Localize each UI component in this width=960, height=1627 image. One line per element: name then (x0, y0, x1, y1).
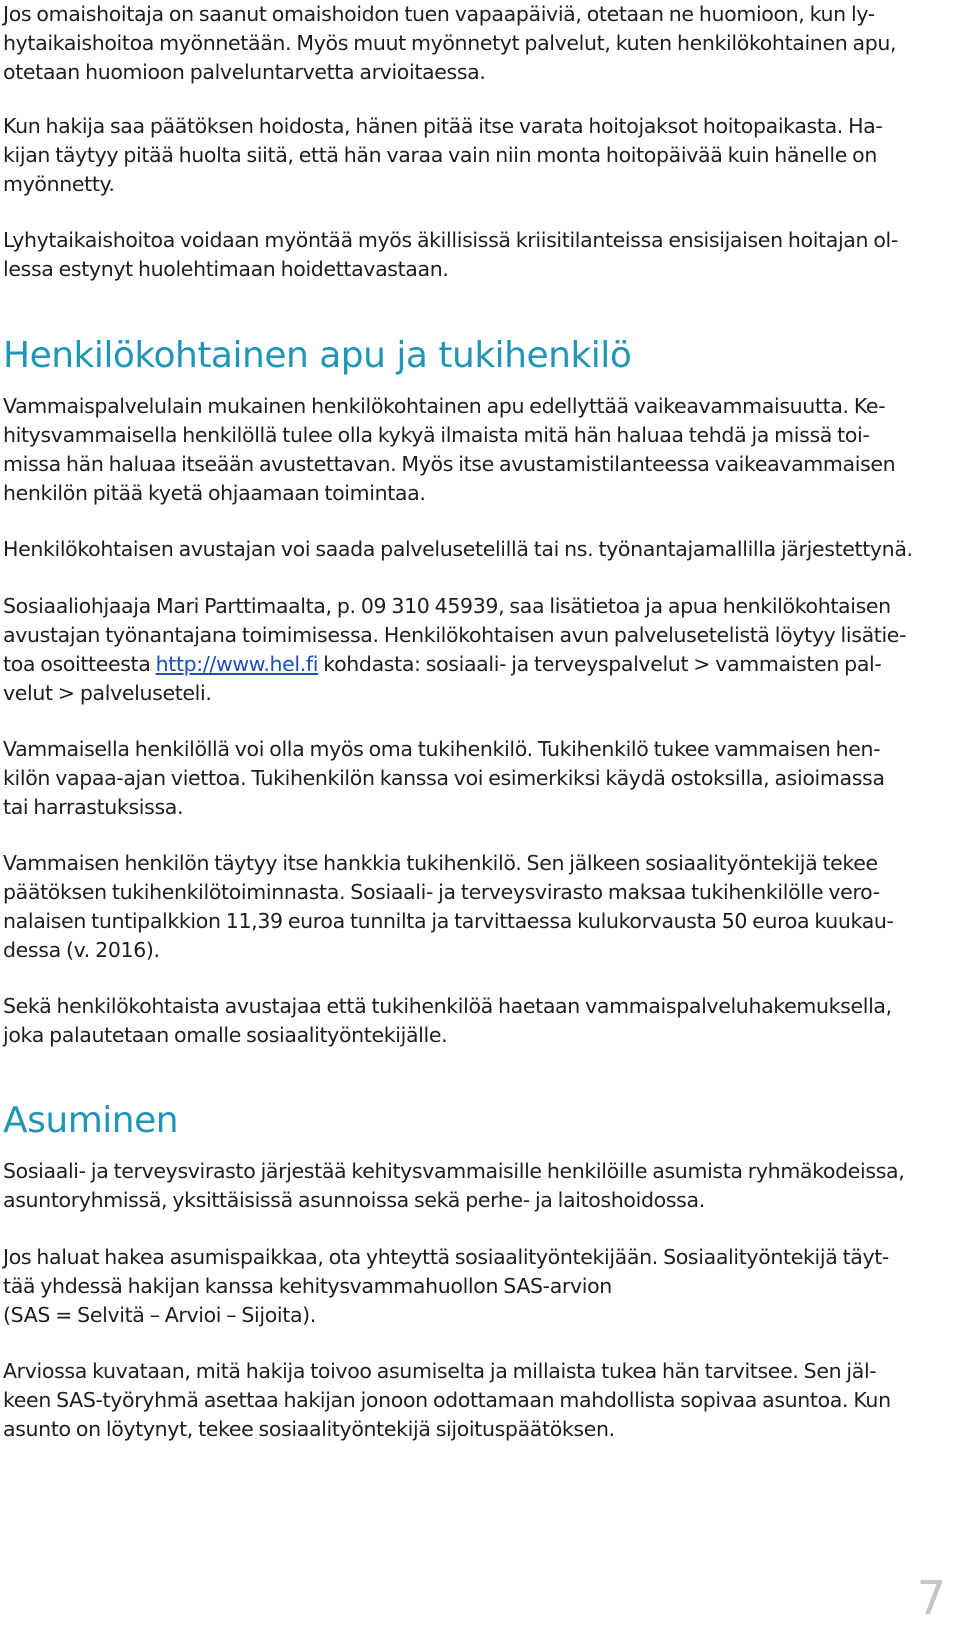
text-line: henkilön pitää kyetä ohjaamaan toimintaa. (3, 481, 426, 505)
section-heading-personal-assistance (3, 336, 951, 376)
text-line: otetaan huomioon palveluntarvetta arvioitaessa. (3, 60, 486, 84)
hel-fi-link[interactable]: http://www.hel.fi (155, 652, 319, 676)
text-line: Vammaisen henkilön täytyy itse hankkia tukihenkilö. Sen jälkeen sosiaalityöntekijä tekee (3, 851, 878, 875)
text-line: nalaisen tuntipalkkion 11,39 euroa tunnilta ja tarvittaessa kulukorvausta 50 euroa kuukau- (3, 909, 894, 933)
paragraph-support-person-fee (3, 849, 951, 965)
text-line: Arviossa kuvataan, mitä hakija toivoo asumiselta ja millaista tukea hän tarvitsee. Sen jäl- (3, 1359, 877, 1383)
text-line: hytaikaishoitoa myönnetään. Myös muut myönnetyt palvelut, kuten henkilökohtainen apu, (3, 31, 897, 55)
paragraph-assistant-models (3, 535, 951, 564)
text-line: Jos omaishoitaja on saanut omaishoidon tuen vapaapäiviä, otetaan ne huomioon, kun ly- (3, 2, 875, 26)
text-line: kijan täytyy pitää huolta siitä, että hän varaa vain niin monta hoitopäivää kuin hänelle on (3, 143, 877, 167)
text-line: (SAS = Selvitä – Arvioi – Sijoita). (3, 1303, 316, 1327)
text-fragment: kohdasta: sosiaali- ja terveyspalvelut > vammaisten pal- (318, 652, 882, 676)
paragraph-housing-options (3, 1157, 951, 1215)
text-line: lessa estynyt huolehtimaan hoidettavastaan. (3, 257, 449, 281)
text-line: päätöksen tukihenkilötoiminnasta. Sosiaali- ja terveysvirasto maksaa tukihenkilölle vero- (3, 880, 880, 904)
text-line: kilön vapaa-ajan viettoa. Tukihenkilön kanssa voi esimerkiksi käydä ostoksilla, asioimassa (3, 766, 885, 790)
page-number: 7 (916, 1571, 946, 1625)
text-line: Vammaisella henkilöllä voi olla myös oma tukihenkilö. Tukihenkilö tukee vammaisen hen- (3, 737, 881, 761)
paragraph-personal-assistance (3, 392, 951, 508)
text-line: joka palautetaan omalle sosiaalityöntekijälle. (3, 1023, 448, 1047)
paragraph-booking-care (3, 112, 951, 199)
text-line: tai harrastuksissa. (3, 795, 184, 819)
paragraph-housing-assessment (3, 1357, 951, 1444)
text-line: Sosiaaliohjaaja Mari Parttimaalta, p. 09 310 45939, saa lisätietoa ja apua henkilökohtaisen (3, 594, 891, 618)
text-line: asuntoryhmissä, yksittäisissä asunnoissa sekä perhe- ja laitoshoidossa. (3, 1188, 705, 1212)
text-line: hitysvammaisella henkilöllä tulee olla kykyä ilmaista mitä hän haluaa tehdä ja missä toi- (3, 423, 870, 447)
heading-personal-assistance: Henkilökohtainen apu ja tukihenkilö (3, 335, 632, 376)
section-heading-housing (3, 1101, 951, 1141)
text-line: dessa (v. 2016). (3, 938, 160, 962)
paragraph-support-person (3, 735, 951, 822)
text-line: Vammaispalvelulain mukainen henkilökohtainen apu edellyttää vaikeavammaisuutta. Ke- (3, 394, 886, 418)
text-line: Jos haluat hakea asumispaikkaa, ota yhteyttä sosiaalityöntekijään. Sosiaalityöntekijä täyt- (3, 1245, 889, 1269)
text-line: missa hän haluaa itseään avustettavan. Myös itse avustamistilanteessa vaikeavammaisen (3, 452, 896, 476)
text-fragment: toa osoitteesta (3, 652, 156, 676)
text-line: velut > palveluseteli. (3, 681, 212, 705)
paragraph-respite-days (3, 0, 951, 87)
text-line: Sosiaali- ja terveysvirasto järjestää kehitysvammaisille henkilöille asumista ryhmäkodeissa, (3, 1159, 905, 1183)
paragraph-social-advisor (3, 592, 951, 708)
text-line (3, 650, 951, 679)
text-line: keen SAS-työryhmä asettaa hakijan jonoon odottamaan mahdollista sopivaa asuntoa. Kun (3, 1388, 891, 1412)
text-line: Henkilökohtaisen avustajan voi saada palvelusetelillä tai ns. työnantajamallilla järjestettynä. (3, 537, 913, 561)
text-line: Kun hakija saa päätöksen hoidosta, hänen pitää itse varata hoitojaksot hoitopaikasta. Ha- (3, 114, 883, 138)
paragraph-crisis-care (3, 226, 951, 284)
text-line: Sekä henkilökohtaista avustajaa että tukihenkilöä haetaan vammaispalveluhakemuksella, (3, 994, 892, 1018)
text-line: tää yhdessä hakijan kanssa kehitysvammahuollon SAS-arvion (3, 1274, 612, 1298)
text-line: Lyhytaikaishoitoa voidaan myöntää myös äkillisissä kriisitilanteissa ensisijaisen hoitajan ol- (3, 228, 898, 252)
heading-housing: Asuminen (3, 1100, 179, 1141)
paragraph-housing-apply (3, 1243, 951, 1330)
text-line: myönnetty. (3, 172, 115, 196)
paragraph-application (3, 992, 951, 1050)
text-line: asunto on löytynyt, tekee sosiaalityöntekijä sijoituspäätöksen. (3, 1417, 615, 1441)
text-line: avustajan työnantajana toimimisessa. Henkilökohtaisen avun palvelusetelistä löytyy lisätie- (3, 623, 907, 647)
